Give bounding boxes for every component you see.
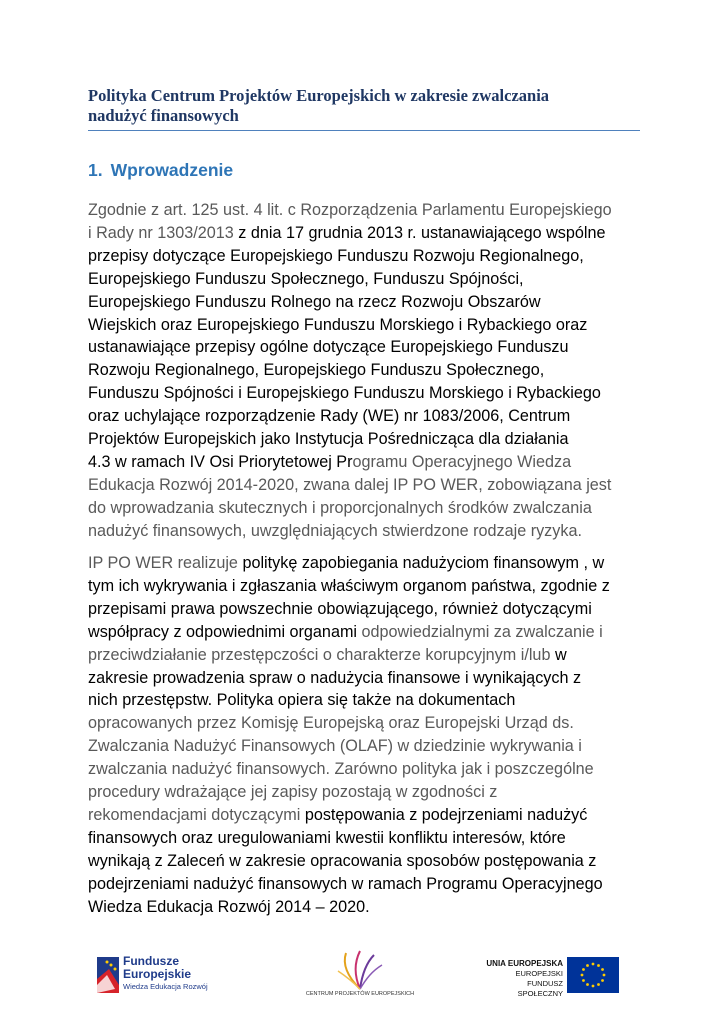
ue-logo-line: UNIA EUROPEJSKA — [486, 959, 563, 968]
text-segment: podejrzeniami nadużyć finansowych w ramach Programu Operacyjnego — [88, 874, 603, 893]
document-title-line: nadużyć finansowych — [88, 106, 239, 125]
text-segment: nich przestępstw. Polityka opiera się także na dokumentach — [88, 691, 516, 710]
text-line — [88, 428, 648, 451]
text-segment: IP PO WER realizuje — [88, 554, 243, 572]
cpe-logo — [300, 949, 420, 1003]
text-segment: tym ich wykrywania i zgłaszania właściwym organom państwa, zgodnie z — [88, 576, 610, 595]
unia-europejska-logo — [483, 957, 623, 997]
paragraph-policy — [88, 552, 648, 919]
text-segment: Zwalczania Nadużyć Finansowych (OLAF) w dziedzinie wykrywania i — [88, 737, 582, 756]
text-line — [88, 474, 648, 497]
text-line — [88, 497, 648, 520]
document-title-line: Polityka Centrum Projektów Europejskich w zakresie zwalczania — [88, 86, 550, 105]
text-segment: przepisy dotyczące Europejskiego Funduszu Rozwoju Regionalnego, — [88, 246, 584, 265]
text-segment: 4.3 w ramach IV Osi Priorytetowej Pr — [88, 452, 353, 471]
text-segment: do wprowadzania skutecznych i proporcjonalnych środków zwalczania — [88, 498, 592, 517]
eu-star-icon — [592, 963, 595, 966]
text-line — [88, 781, 648, 804]
cpe-swoosh-icon — [300, 949, 420, 991]
text-line — [88, 359, 648, 382]
text-segment: w — [554, 645, 567, 664]
text-line — [88, 644, 648, 667]
text-line — [88, 758, 648, 781]
text-segment: Projektów Europejskich jako Instytucja Pośrednicząca dla działania — [88, 430, 569, 449]
text-segment: rekomendacjami dotyczącymi — [88, 805, 305, 824]
text-line — [88, 222, 648, 245]
text-segment: zakresie prowadzenia spraw o nadużycia finansowe i wynikających z — [88, 668, 582, 687]
text-segment: Funduszu Spójności i Europejskiego Funduszu Morskiego i Rybackiego — [88, 384, 601, 403]
text-line — [88, 314, 648, 337]
text-line — [88, 199, 648, 222]
fe-flag-icon — [95, 955, 121, 995]
text-segment: Wiedza Edukacja Rozwój 2014 – 2020. — [88, 897, 370, 916]
text-segment: zwalczania nadużyć finansowych. Zarówno polityka jak i poszczególne — [88, 760, 594, 779]
eu-star-icon — [586, 983, 589, 986]
fundusze-europejskie-logo — [95, 955, 215, 999]
fe-logo-line: Europejskie — [123, 966, 192, 981]
eu-flag-icon — [567, 957, 619, 993]
text-segment: Zgodnie z art. 125 ust. 4 lit. c Rozporządzenia Parlamentu Europejskiego — [88, 201, 612, 219]
eu-star-icon — [601, 968, 604, 971]
text-line — [88, 451, 648, 474]
text-segment: przepisami prawa powszechnie obowiązującego, również dotyczącymi — [88, 599, 592, 618]
document-title — [88, 86, 648, 126]
eu-star-icon — [582, 968, 585, 971]
text-segment: z dnia 17 grudnia 2013 r. ustanawiającego wspólne — [238, 223, 606, 242]
text-line — [88, 245, 648, 268]
text-segment: nadużyć finansowych, uwzględniających stwierdzone rodzaje ryzyka. — [88, 521, 582, 540]
text-segment: procedury wdrażające jej zapisy pozostają w zgodności z — [88, 783, 498, 802]
text-line — [88, 575, 648, 598]
text-line — [88, 873, 648, 896]
text-segment: Europejskiego Funduszu Społecznego, Funduszu Spójności, — [88, 269, 524, 288]
text-segment: współpracy z odpowiednimi organami — [88, 622, 362, 641]
text-line — [88, 689, 648, 712]
text-segment: ogramu Operacyjnego Wiedza — [352, 452, 572, 471]
text-segment: oraz uchylające rozporządzenie Rady (WE) nr 1083/2006, Centrum — [88, 407, 571, 426]
eu-star-icon — [592, 985, 595, 988]
text-segment: Rozwoju Regionalnego, Europejskiego Funduszu Społecznego, — [88, 361, 545, 380]
eu-star-icon — [603, 974, 606, 977]
text-line — [88, 382, 648, 405]
text-line — [88, 896, 648, 919]
title-divider — [88, 130, 640, 131]
fe-logo-text — [123, 955, 191, 980]
text-line — [88, 850, 648, 873]
section-number: 1. — [88, 160, 103, 180]
eu-star-icon — [582, 979, 585, 982]
section-title: Wprowadzenie — [110, 160, 234, 180]
text-line — [88, 405, 648, 428]
text-line — [88, 598, 648, 621]
paragraph-intro — [88, 199, 648, 543]
text-segment: Wiejskich oraz Europejskiego Funduszu Morskiego i Rybackiego oraz — [88, 315, 588, 334]
eu-star-icon — [601, 979, 604, 982]
cpe-logo-text: CENTRUM PROJEKTÓW EUROPEJSKICH — [305, 991, 415, 997]
text-segment: ustanawiające przepisy ogólne dotyczące Europejskiego Funduszu — [88, 338, 569, 357]
text-line — [88, 804, 648, 827]
text-line — [88, 291, 648, 314]
text-segment: finansowych oraz uregulowaniami kwestii konfliktu interesów, które — [88, 828, 566, 847]
text-line — [88, 712, 648, 735]
text-segment: Europejskiego Funduszu Rolnego na rzecz Rozwoju Obszarów — [88, 292, 541, 311]
fe-logo-line: Fundusze — [123, 954, 179, 968]
text-segment: wynikają z Zaleceń w zakresie opracowania sposobów postępowania z — [88, 851, 597, 870]
ue-logo-line: FUNDUSZ SPOŁECZNY — [517, 979, 563, 998]
text-segment: opracowanych przez Komisję Europejską oraz Europejski Urząd ds. — [88, 714, 574, 733]
eu-star-icon — [586, 964, 589, 967]
eu-star-icon — [581, 974, 584, 977]
page-footer — [0, 945, 725, 1005]
text-line — [88, 827, 648, 850]
text-line — [88, 735, 648, 758]
text-line — [88, 520, 648, 543]
text-segment: odpowiedzialnymi za zwalczanie i — [361, 622, 603, 641]
text-segment: i Rady nr 1303/2013 — [88, 223, 239, 242]
text-segment: Edukacja Rozwój 2014-2020, zwana dalej IP PO WER, zobowiązana jest — [88, 475, 612, 494]
eu-star-icon — [597, 964, 600, 967]
ue-logo-text — [483, 959, 563, 999]
text-line — [88, 667, 648, 690]
text-line — [88, 621, 648, 644]
text-segment: politykę zapobiegania nadużyciom finansowym , w — [242, 554, 605, 572]
eu-star-icon — [597, 983, 600, 986]
ue-logo-line: EUROPEJSKI — [515, 969, 563, 978]
fe-logo-subtitle: Wiedza Edukacja Rozwój — [123, 982, 208, 991]
section-heading — [88, 160, 233, 181]
text-segment: przeciwdziałanie przestępczości o charakterze korupcyjnym i/lub — [88, 645, 555, 664]
text-line — [88, 552, 648, 575]
text-segment: postępowania z podejrzeniami nadużyć — [304, 805, 588, 824]
text-line — [88, 336, 648, 359]
text-line — [88, 268, 648, 291]
